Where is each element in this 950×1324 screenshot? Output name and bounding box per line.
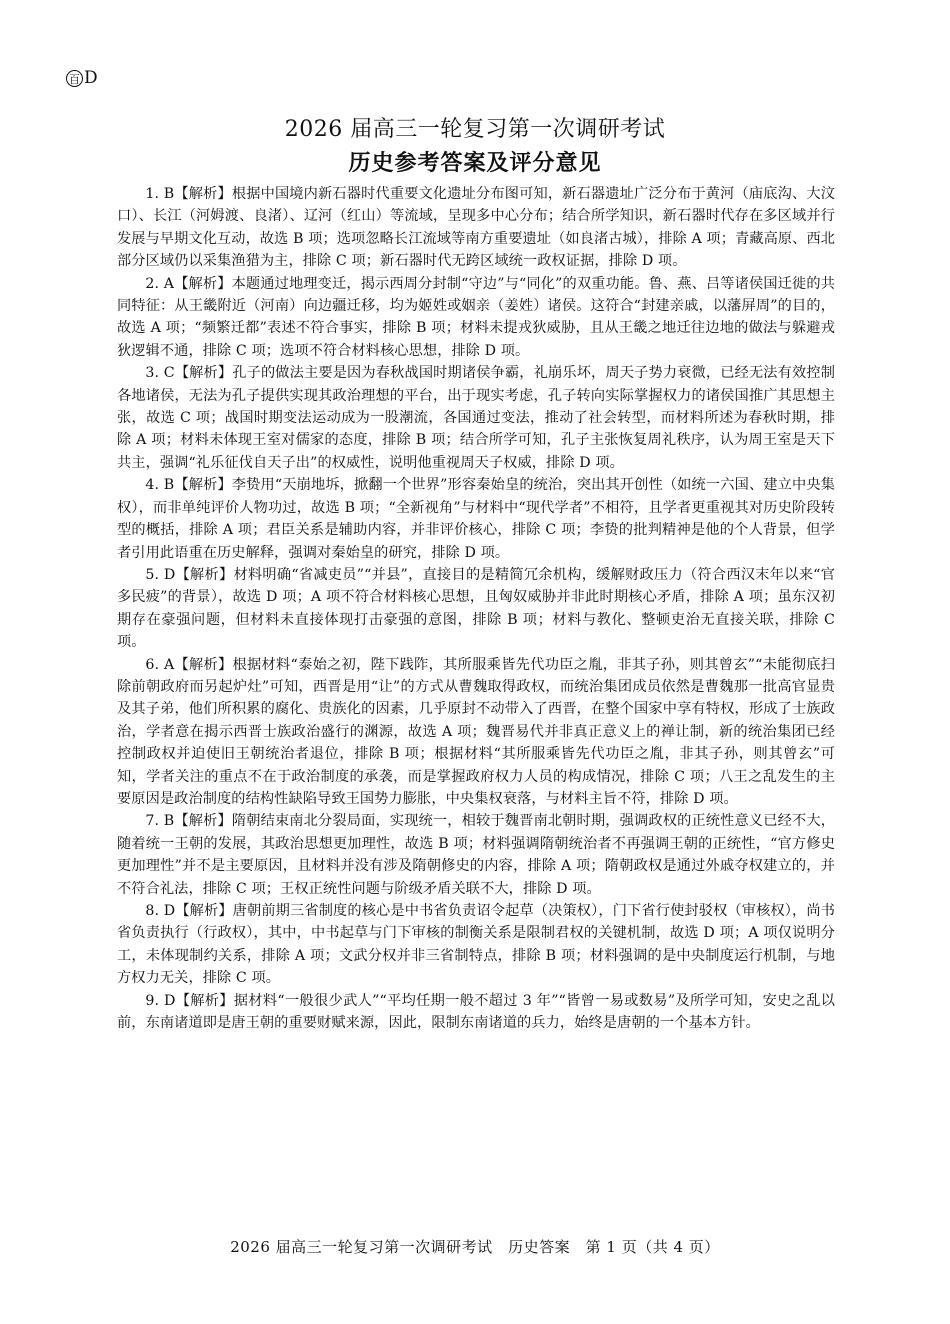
page-subtitle: 历史参考答案及评分意见 — [348, 151, 602, 176]
answer-item-9: 9. D【解析】据材料“一般很少武人”“平均任期一般不超过 3 年”“皆曾一易或数易”及所学可知，安史之乱以前，东南诸道即是唐王朝的重要财赋来源，因此，限制东南诸道的兵力，始终是唐朝的一个基本方针。 — [117, 992, 835, 1032]
answer-item-1: 1. B【解析】根据中国境内新石器时代重要文化遗址分布图可知，新石器遗址广泛分布于黄河（庙底沟、大汶口）、长江（河姆渡、良渚）、辽河（红山）等流域，呈现多中心分布；结合所学知识，新石器时代存在多区域并行发展与早期文化互动，故选 B 项；选项忽略长江流域等南方重要遗址（如良渚古城），排除 A 项；青藏高原、西北部分区域仍以采集渔猎为主，排除 C 项；新石器时代无跨区域统一政权证据，排除 D 项。 — [117, 186, 836, 270]
circled-seal-icon: 百 — [66, 70, 83, 87]
page-footer: 2026 届高三一轮复习第一次调研考试 历史答案 第 1 页（共 4 页） — [230, 1238, 720, 1256]
answer-item-4: 4. B【解析】李贽用“天崩地坼，掀翻一个世界”形容秦始皇的统治，突出其开创性（如统一六国、建立中央集权），而非单纯评价人物功过，故选 B 项；“全新视角”与材料中“现代学者”不相符，且学者更重视其对历史阶段转型的概括，排除 A 项；君臣关系是辅助内容，并非评价核心，排除 C 项；李贽的批判精神是他的个人背景，但学者引用此语重在历史解释，强调对秦始皇的研究，排除 D 项。 — [117, 477, 835, 561]
answer-item-5: 5. D【解析】材料明确“省减吏员”“并县”，直接目的是精简冗余机构，缓解财政压力（符合西汉末年以来“官多民疲”的背景），故选 D 项；A 项不符合材料核心思想，且匈奴威胁并非此时期核心矛盾，排除 A 项；虽东汉初期存在豪强问题，但材料未直接体现打击豪强的意图，排除 B 项；材料与教化、整顿吏治无直接关联，排除 C 项。 — [117, 566, 835, 651]
answer-item-6: 6. A【解析】根据材料“泰始之初，陛下践阼，其所服乘皆先代功臣之胤，非其子孙，则其曾玄”“未能彻底扫除前朝政府而另起炉灶”可知，西晋是用“让”的方式从曹魏取得政权，而统治集团成员依然是曹魏那一批高官显贵及其子弟，他们所积累的腐化、贵族化的因素，几乎原封不动带入了西晋，在整个国家中享有特权，形成了士族政治，学者意在揭示西晋士族政治盛行的渊源，故选 A 项；魏晋易代并非真正意义上的禅让制，新的统治集团已经控制政权并迫使旧王朝统治者退位，排除 B 项；根据材料“其所服乘皆先代功臣之胤，非其子孙，则其曾玄”可知，学者关注的重点不在于政治制度的承袭，而是掌握政府权力人员的构成情况，排除 C 项；八王之乱发生的主要原因是政治制度的结构性缺陷导致王国势力膨胀，中央集权衰落，与材料主旨不符，排除 D 项。 — [117, 656, 835, 807]
corner-mark — [66, 68, 98, 88]
answer-item-2: 2. A【解析】本题通过地理变迁，揭示西周分封制“守边”与“同化”的双重功能。鲁、燕、吕等诸侯国迁徙的共同特征：从王畿附近（河南）向边疆迁移，均为姬姓或姻亲（姜姓）诸侯。这符合“封建亲戚，以藩屏周”的目的，故选 A 项；“频繁迁都”表述不符合事实，排除 B 项；材料未提戎狄威胁，且从王畿之地迁往边地的做法与躲避戎狄逻辑不通，排除 C 项；选项不符合材料核心思想，排除 D 项。 — [117, 275, 835, 359]
answer-item-3: 3. C【解析】孔子的做法主要是因为春秋战国时期诸侯争霸，礼崩乐坏，周天子势力衰微，已经无法有效控制各地诸侯，无法为孔子提供实现其政治理想的平台，出于现实考虑，孔子转向实际掌握权力的诸侯国推广其思想主张，故选 C 项；战国时期变法运动成为一股潮流，各国通过变法，推动了社会转型，而材料所述为春秋时期，排除 A 项；材料未体现王室对儒家的态度，排除 B 项；结合所学可知，孔子主张恢复周礼秩序，认为周王室是天下共主，强调“礼乐征伐自天子出”的权威性，说明他重视周天子权威，排除 D 项。 — [117, 365, 835, 471]
answer-list — [117, 183, 835, 1034]
page-title: 2026 届高三一轮复习第一次调研考试 — [284, 117, 666, 142]
corner-letter: D — [84, 68, 98, 88]
answer-item-8: 8. D【解析】唐朝前期三省制度的核心是中书省负责诏令起草（决策权），门下省行使封驳权（审核权），尚书省负责执行（行政权），其中，中书起草与门下审核的制衡关系是限制君权的关键机制，故选 D 项；A 项仅说明分工，未体现制约关系，排除 A 项；文武分权并非三省制特点，排除 B 项；材料强调的是中央制度运行机制，与地方权力无关，排除 C 项。 — [117, 903, 835, 987]
answer-item-7: 7. B【解析】隋朝结束南北分裂局面，实现统一，相较于魏晋南北朝时期，强调政权的正统性意义已经不大，随着统一王朝的发展，其政治思想更加理性，故选 B 项；材料强调隋朝统治者不再强调王朝的正统性，“官方修史更加理性”并不是主要原因，且材料并没有涉及隋朝修史的内容，排除 A 项；隋朝政权是通过外戚夺权建立的，并不符合礼法，排除 C 项；王权正统性问题与阶级矛盾关联不大，排除 D 项。 — [117, 813, 835, 897]
